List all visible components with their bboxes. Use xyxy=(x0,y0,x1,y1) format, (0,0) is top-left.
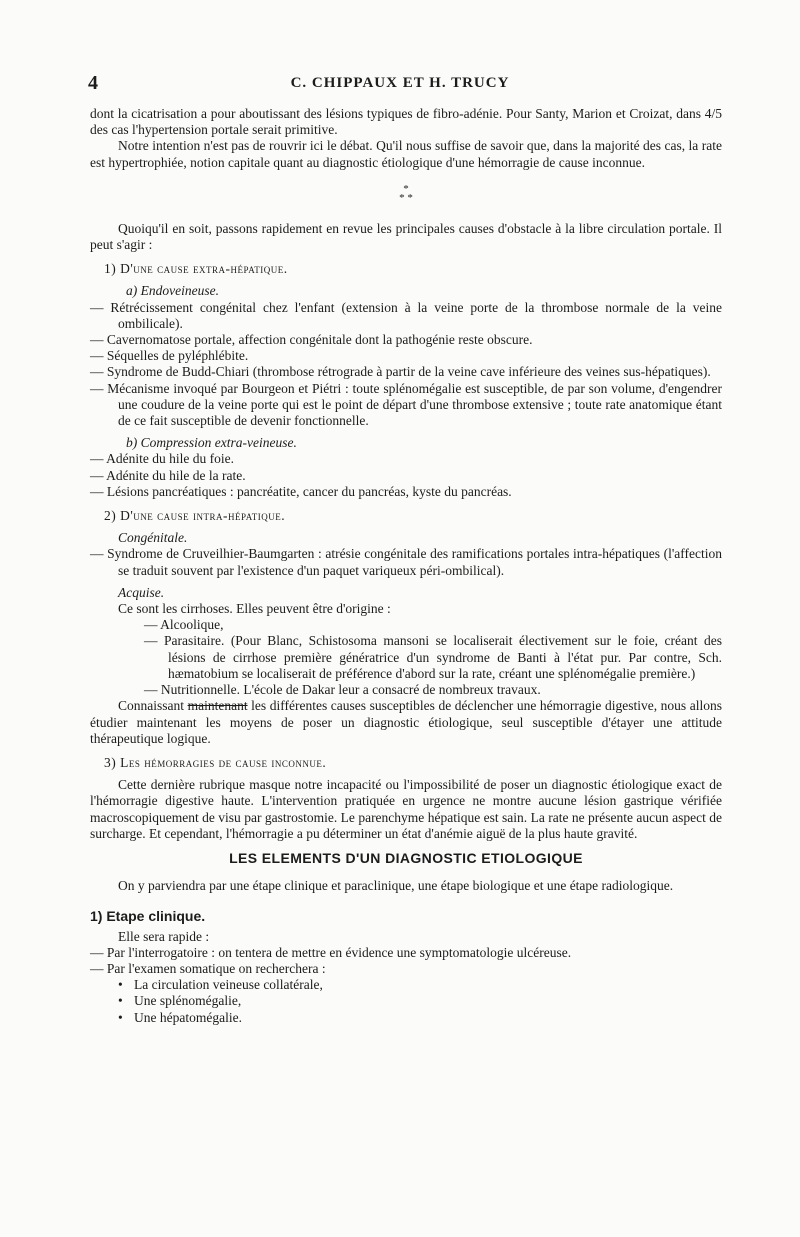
subheading: 3) Les hémorragies de cause inconnue. xyxy=(104,754,327,770)
list-item: — Syndrome de Budd-Chiari (thrombose rétrograde à partir de la veine cave inférieure des veines sus-hépatiques). xyxy=(90,364,711,380)
bullet-icon: • xyxy=(118,1009,123,1025)
list-item: — Rétrécissement congénital chez l'enfant (extension à la veine porte de la thrombose normale de la veine ombilicale). xyxy=(90,299,722,331)
list-item: — Nutritionnelle. L'école de Dakar leur a consacré de nombreux travaux. xyxy=(144,682,541,698)
struck-word: maintenant xyxy=(187,698,248,714)
list-item: — Cavernomatose portale, affection congénitale dont la pathogénie reste obscure. xyxy=(90,332,533,348)
bullet-text: La circulation veineuse collatérale, xyxy=(134,977,323,993)
list-item: — Par l'interrogatoire : on tentera de mettre en évidence une symptomatologie ulcéreuse. xyxy=(90,944,572,960)
star-bottom: * * xyxy=(399,191,413,204)
subheading: b) Compression extra-veineuse. xyxy=(126,435,297,451)
section-separator xyxy=(90,182,722,204)
bullet-icon: • xyxy=(118,977,123,993)
running-head: C. CHIPPAUX ET H. TRUCY xyxy=(290,75,510,91)
list-item: — Adénite du hile du foie. xyxy=(90,451,234,467)
list-item: — Adénite du hile de la rate. xyxy=(90,467,246,483)
list-item: — Par l'examen somatique on recherchera : xyxy=(90,960,326,976)
bullet-icon: • xyxy=(118,993,123,1009)
text-run: les différentes causes susceptibles de déclencher une hémorragie digestive, nous allons étudier maintenant les moyens de poser un diagnostic étiologique, seul susceptible d'étayer une attitude thérapeutique logique. xyxy=(90,698,723,746)
paragraph xyxy=(90,698,722,747)
paragraph: Cette dernière rubrique masque notre incapacité ou l'impossibilité de poser un diagnostic étiologique exact de l'hémorragie digestive haute. L'intervention pratiquée en urgence ne montre aucune lésion gastrique vérifiée macroscopiquement de visu par gastrostomie. Le parenchyme hépatique est sain. La rate ne présente aucun aspect de surcharge. Et cependant, l'hémorragie a pu déterminer un état d'anémie aiguë de la plus haute gravité. xyxy=(90,777,722,841)
paragraph: On y parviendra par une étape clinique et paraclinique, une étape biologique et une étape radiologique. xyxy=(118,878,674,894)
section-heading: 1) Etape clinique. xyxy=(90,908,206,925)
section-title: LES ELEMENTS D'UN DIAGNOSTIC ETIOLOGIQUE xyxy=(229,849,583,866)
list-item: — Parasitaire. (Pour Blanc, Schistosoma mansoni se localiserait électivement sur le foie, créant des lésions de cirrhose première génératrice d'un syndrome de Banti à l'état pur. Par contre, Sch. hæmatobium se localiserait de préférence d'abord sur la rate, créant une splénomégalie première.) xyxy=(144,633,722,681)
list-item: — Mécanisme invoqué par Bourgeon et Piétri : toute splénomégalie est susceptible, de par son volume, d'engendrer une coudure de la veine porte qui est le point de départ d'une thrombose extensive ; toute rate anatomique étant de ce fait susceptible de devenir fonctionnelle. xyxy=(90,380,722,429)
star-top: * xyxy=(403,182,409,195)
bullet-text: Une splénomégalie, xyxy=(134,993,242,1009)
bullet-item xyxy=(90,977,722,993)
list-item: — Syndrome de Cruveilhier-Baumgarten : atrésie congénitale des ramifications portales intra-hépatiques (l'affection se traduit souvent par l'existence d'un paquet variqueux péri-ombilical). xyxy=(90,546,722,578)
list-item: — Lésions pancréatiques : pancréatite, cancer du pancréas, kyste du pancréas. xyxy=(90,483,512,499)
page-number: 4 xyxy=(88,72,98,94)
paragraph: Elle sera rapide : xyxy=(118,928,210,944)
bullet-item xyxy=(90,993,722,1009)
paragraph: dont la cicatrisation a pour aboutissant des lésions typiques de fibro-adénie. Pour Santy, Marion et Croizat, dans 4/5 des cas l'hypertension portale serait primitive. xyxy=(90,106,722,138)
body-text xyxy=(90,106,722,1026)
subheading: 1) D'une cause extra-hépatique. xyxy=(104,261,288,277)
list-item: — Séquelles de pyléphlébite. xyxy=(90,348,249,364)
subheading: 2) D'une cause intra-hépatique. xyxy=(104,508,286,524)
bullet-item xyxy=(90,1010,722,1026)
list-item: — Alcoolique, xyxy=(144,617,224,633)
text-run: Connaissant xyxy=(118,698,188,714)
subheading: Congénitale. xyxy=(118,530,188,546)
paragraph: Ce sont les cirrhoses. Elles peuvent être d'origine : xyxy=(118,601,391,617)
bullet-text: Une hépatomégalie. xyxy=(134,1009,242,1025)
subheading: Acquise. xyxy=(118,584,165,600)
subheading: a) Endoveineuse. xyxy=(126,283,219,299)
paragraph: Quoiqu'il en soit, passons rapidement en revue les principales causes d'obstacle à la libre circulation portale. Il peut s'agir : xyxy=(90,220,722,253)
paragraph: Notre intention n'est pas de rouvrir ici le débat. Qu'il nous suffise de savoir que, dans la majorité des cas, la rate est hypertrophiée, notion capitale quant au diagnostic étiologique d'une hémorragie de cause inconnue. xyxy=(90,138,722,170)
